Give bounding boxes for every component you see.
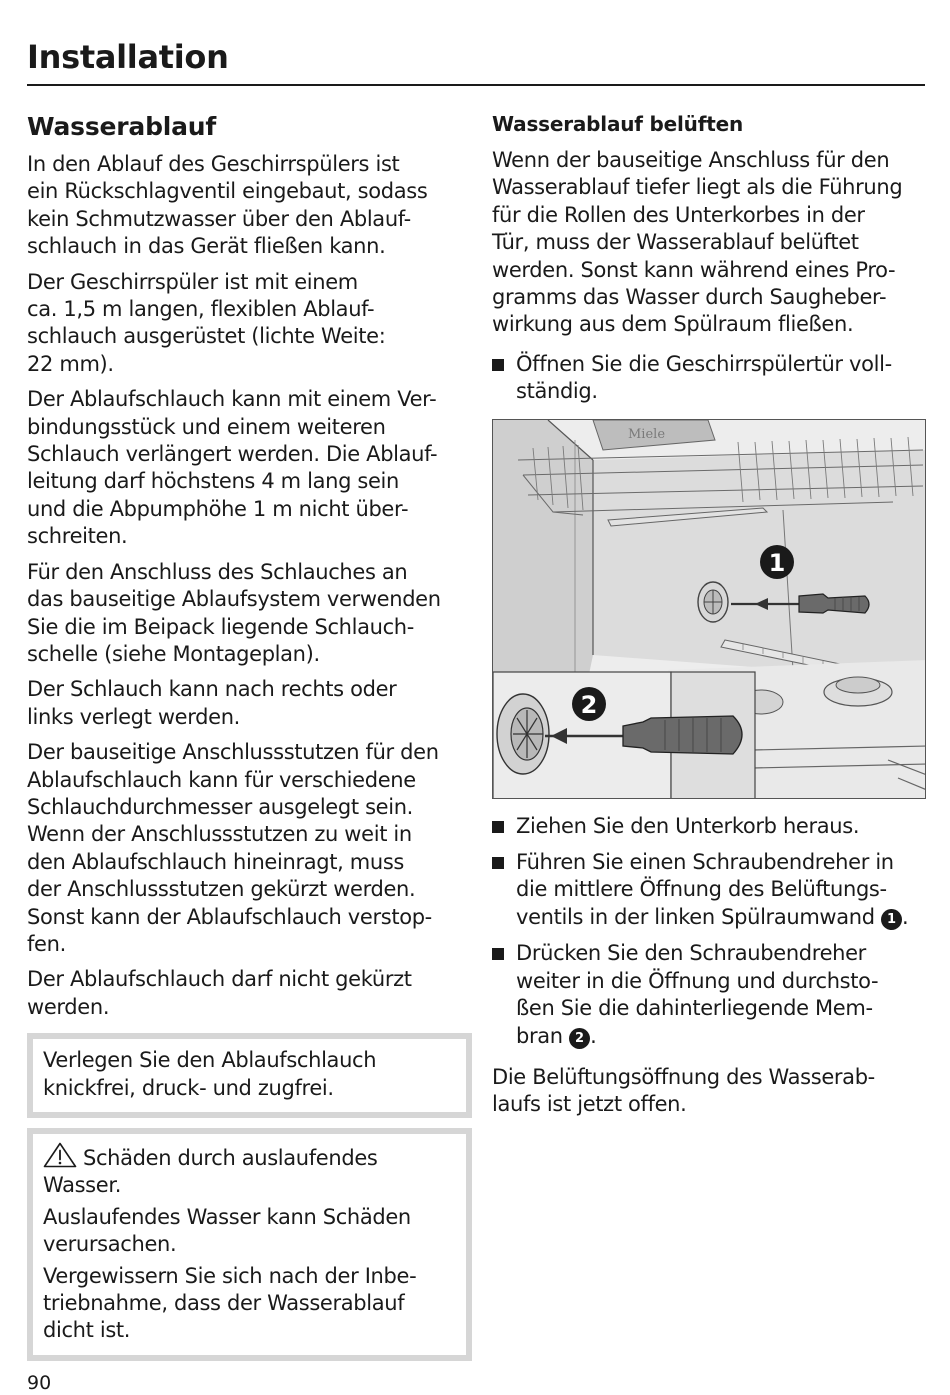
text-line: Ablaufschlauch kann für verschiedene — [27, 767, 416, 792]
page-number: 90 — [27, 1372, 52, 1394]
text-line: Wenn der Anschlussstutzen zu weit in — [27, 822, 412, 847]
text-line: triebnahme, dass der Wasserablauf — [43, 1291, 405, 1316]
text-line: den Ablaufschlauch hineinragt, muss — [27, 849, 405, 874]
step-open-door — [492, 351, 932, 406]
text-line: bindungsstück und einem weiteren — [27, 414, 386, 439]
text-line: Auslaufendes Wasser kann Schäden — [43, 1204, 411, 1229]
paragraph-verlaengerung — [27, 386, 467, 550]
text-line: schlauch ausgerüstet (lichte Weite: — [27, 324, 386, 349]
step-insert-screwdriver: Führen Sie einen Schraubendreher in die mittlere Öffnung des Belüftungs- ventils in der linken Spülraumwand 1 . — [492, 849, 932, 931]
text-line: laufs ist jetzt offen. — [492, 1092, 687, 1117]
step-remove-basket — [492, 813, 932, 840]
paragraph-anschlussstutzen — [27, 739, 467, 958]
text-line: schreiten. — [27, 524, 128, 549]
paragraph-belueften-intro — [492, 147, 932, 339]
text-line: Die Belüftungsöffnung des Wasserab- — [492, 1064, 875, 1089]
callout-badge-1-inline: 1 — [881, 909, 902, 930]
text-line: die mittlere Öffnung des Belüftungs- — [516, 877, 887, 902]
note-text — [43, 1047, 456, 1102]
text-line: Schäden durch auslaufendes — [83, 1146, 378, 1170]
page-header-title: Installation — [27, 38, 229, 76]
text-line: werden. — [27, 994, 110, 1019]
text-line: bran — [516, 1023, 563, 1048]
text-line: Der Ablaufschlauch darf nicht gekürzt — [27, 967, 412, 992]
text-line: knickfrei, druck- und zugfrei. — [43, 1075, 334, 1100]
text-line: und die Abpumphöhe 1 m nicht über- — [27, 496, 409, 521]
section-title: Wasserablauf — [27, 112, 217, 141]
paragraph-schlauchschelle — [27, 559, 467, 669]
text-line: In den Ablauf des Geschirrspülers ist — [27, 152, 400, 176]
text-line: gramms das Wasser durch Saugheber- — [492, 285, 887, 310]
paragraph-rueckschlagventil — [27, 151, 467, 261]
text-line: für die Rollen des Unterkorbes in der — [492, 202, 865, 227]
subsection-title: Wasserablauf belüften — [492, 112, 743, 136]
text-line: Sie die im Beipack liegende Schlauch- — [27, 614, 414, 639]
text-line: ein Rückschlagventil eingebaut, sodass — [27, 179, 428, 204]
step-pierce-membrane: Drücken Sie den Schraubendreher weiter in die Öffnung und durchsto- ßen Sie die dahinterliegende Mem- bran 2 . — [492, 940, 932, 1050]
text-line: ca. 1,5 m langen, flexiblen Ablauf- — [27, 297, 375, 322]
text-line: Öffnen Sie die Geschirrspülertür voll- — [516, 351, 892, 376]
paragraph-ablaufschlauch-laenge — [27, 269, 467, 379]
text-line: Wasserablauf tiefer liegt als die Führung — [492, 175, 903, 200]
paragraph-nicht-kuerzen — [27, 966, 467, 1021]
text-line: Der Schlauch kann nach rechts oder — [27, 677, 397, 702]
text-line: Ziehen Sie den Unterkorb heraus. — [516, 813, 860, 838]
text-line: ständig. — [516, 379, 598, 404]
text-line: links verlegt werden. — [27, 704, 240, 729]
text-line: Wasser. — [43, 1173, 122, 1198]
right-column — [492, 112, 932, 1127]
text-line: Schlauch verlängert werden. Die Ablauf- — [27, 442, 438, 467]
text-line: leitung darf höchstens 4 m lang sein — [27, 469, 399, 494]
bullet-square-icon — [492, 359, 504, 371]
callout-label-2: 2 — [580, 690, 598, 719]
text-line: Für den Anschluss des Schlauches an — [27, 559, 408, 584]
text-line: Der Ablaufschlauch kann mit einem Ver- — [27, 387, 437, 412]
text-line: 22 mm). — [27, 351, 114, 376]
text-line: Der bauseitige Anschlussstutzen für den — [27, 740, 439, 765]
text-line: Vergewissern Sie sich nach der Inbe- — [43, 1263, 417, 1288]
warning-title — [43, 1142, 456, 1200]
text-line: das bauseitige Ablaufsystem verwenden — [27, 587, 441, 612]
callout-badge-2-inline: 2 — [569, 1028, 590, 1049]
text-line: schlauch in das Gerät fließen kann. — [27, 234, 386, 259]
bullet-square-icon — [492, 821, 504, 833]
text-line: fen. — [27, 931, 66, 956]
text-line: der Anschlussstutzen gekürzt werden. — [27, 877, 416, 902]
text-line: schelle (siehe Montageplan). — [27, 641, 320, 666]
text-line: verursachen. — [43, 1232, 177, 1257]
text-line: Wenn der bauseitige Anschluss für den — [492, 148, 890, 172]
left-column — [27, 112, 467, 1371]
paragraph-belueften-outro — [492, 1064, 932, 1119]
bullet-square-icon — [492, 857, 504, 869]
text-line: ventils in der linken Spülraumwand — [516, 904, 875, 929]
paragraph-verlegung — [27, 676, 467, 731]
callout-label-1: 1 — [768, 548, 786, 577]
warning-instruction — [43, 1263, 456, 1345]
text-line: Drücken Sie den Schraubendreher — [516, 941, 866, 966]
text-line: Verlegen Sie den Ablaufschlauch — [43, 1048, 377, 1073]
note-box — [27, 1033, 472, 1118]
text-line: ßen Sie die dahinterliegende Mem- — [516, 996, 873, 1021]
text-line: weiter in die Öffnung und durchsto- — [516, 968, 879, 993]
warning-box — [27, 1128, 472, 1361]
text-line: kein Schmutzwasser über den Ablauf- — [27, 206, 411, 231]
text-line: wirkung aus dem Spülraum fließen. — [492, 312, 854, 337]
warning-triangle-icon — [43, 1142, 77, 1168]
steps-list-top — [492, 351, 932, 406]
text-line: werden. Sonst kann während eines Pro- — [492, 257, 896, 282]
text-line: Führen Sie einen Schraubendreher in — [516, 850, 894, 875]
header-divider — [27, 84, 925, 86]
text-line: Schlauchdurchmesser ausgelegt sein. — [27, 794, 414, 819]
text-line: dicht ist. — [43, 1318, 131, 1343]
text-line: Sonst kann der Ablaufschlauch verstop- — [27, 904, 432, 929]
illustration-ventilation-valve — [492, 419, 926, 799]
bullet-square-icon — [492, 948, 504, 960]
brand-logo: Miele — [628, 426, 666, 442]
text-line: Der Geschirrspüler ist mit einem — [27, 269, 358, 294]
warning-consequence — [43, 1204, 456, 1259]
text-line: Tür, muss der Wasserablauf belüftet — [492, 230, 859, 255]
steps-list-bottom — [492, 813, 932, 1050]
